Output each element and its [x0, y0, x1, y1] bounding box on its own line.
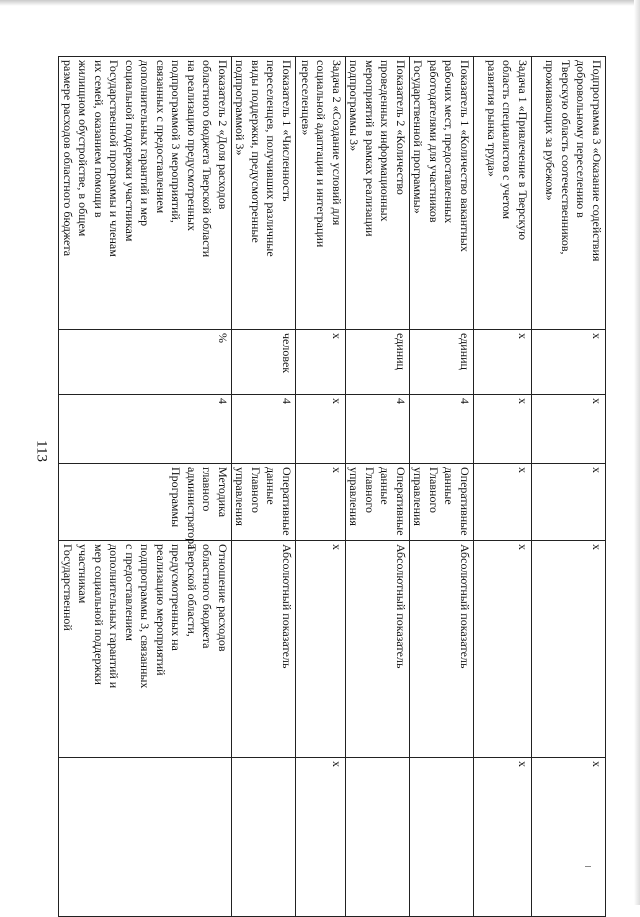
cell-source: x: [296, 464, 346, 541]
cell-source: Методика главного администратора Программы: [59, 464, 232, 541]
cell-value: x: [532, 395, 606, 464]
table-row-indicator-2-2: [59, 57, 232, 917]
cell-extra: [232, 758, 296, 917]
cell-unit: %: [59, 330, 232, 395]
cell-source: Оперативные данные Главного управления: [346, 464, 410, 541]
cell-name: Показатель 2 «Количество проведенных информационных мероприятий в рамках реализации подпрограммы 3»: [346, 57, 410, 330]
cell-name: Показатель 1 «Численность переселенцев, получивших различные виды поддержки, предусмотренные подпрограммой 3»: [232, 57, 296, 330]
table-row-task-2: [296, 57, 346, 917]
table-row-indicator-1-1: [410, 57, 474, 917]
cell-unit: x: [532, 330, 606, 395]
cell-value: x: [474, 395, 532, 464]
cell-source: Оперативные данные Главного управления: [410, 464, 474, 541]
scan-artifact-mark: [585, 866, 591, 867]
cell-name: Подпрограмма 3 «Оказание содействия добровольному переселению в Тверскую область соотечественников, проживающих за рубежом»: [532, 57, 606, 330]
cell-source: Оперативные данные Главного управления: [232, 464, 296, 541]
cell-value: 4: [346, 395, 410, 464]
page-number: 113: [33, 440, 50, 462]
cell-name: Задача 2 «Создание условий для социальной адаптации и интеграции переселенцев»: [296, 57, 346, 330]
scan-top-edge-shadow: [0, 0, 640, 6]
cell-value: x: [296, 395, 346, 464]
cell-name: Задача 1 «Привлечение в Тверскую область специалистов с учетом развития рынка труда»: [474, 57, 532, 330]
cell-unit: единиц: [346, 330, 410, 395]
cell-kind: Абсолютный показатель: [232, 541, 296, 758]
cell-name: Показатель 2 «Доля расходов областного бюджета Тверской области на реализацию предусмотренных подпрограммой 3 мероприятий, связанных с предоставлением дополнительных гарантий и мер социальной поддержки участникам Государственной программы и членам их семей, оказанием помощи в жилищном обустройстве, в общем размере расходов областного бюджета: [59, 57, 232, 330]
cell-unit: x: [474, 330, 532, 395]
cell-kind: x: [474, 541, 532, 758]
cell-extra: [346, 758, 410, 917]
cell-unit: единиц: [410, 330, 474, 395]
table-row-task-1: [474, 57, 532, 917]
cell-unit: человек: [232, 330, 296, 395]
cell-kind: Абсолютный показатель: [346, 541, 410, 758]
rotated-table-frame: [61, 56, 606, 876]
cell-source: x: [532, 464, 606, 541]
cell-extra: x: [532, 758, 606, 917]
cell-kind: x: [532, 541, 606, 758]
cell-name: Показатель 1 «Количество вакантных рабочих мест, предоставленных работодателями для участников Государственной программы»: [410, 57, 474, 330]
scan-right-edge-shadow: [634, 0, 640, 905]
cell-kind: Отношение расходов областного бюджета Тверской области, предусмотренных на реализацию мероприятий подпрограммы 3, связанных с предоставлением дополнительных гарантий и мер социальной поддержки участникам Государственной: [59, 541, 232, 758]
table-row-indicator-2-1: [232, 57, 296, 917]
indicators-table: [59, 56, 607, 917]
cell-extra: [59, 758, 232, 917]
cell-unit: x: [296, 330, 346, 395]
table-canvas: [61, 56, 606, 874]
cell-extra: x: [474, 758, 532, 917]
cell-value: 4: [232, 395, 296, 464]
cell-source: x: [474, 464, 532, 541]
cell-value: 4: [410, 395, 474, 464]
table-row-subprogram-3: [532, 57, 606, 917]
cell-kind: Абсолютный показатель: [410, 541, 474, 758]
cell-extra: x: [296, 758, 346, 917]
cell-extra: [410, 758, 474, 917]
cell-kind: x: [296, 541, 346, 758]
table-row-indicator-1-2: [346, 57, 410, 917]
cell-value: 4: [59, 395, 232, 464]
page-number-wrap: [28, 438, 54, 464]
